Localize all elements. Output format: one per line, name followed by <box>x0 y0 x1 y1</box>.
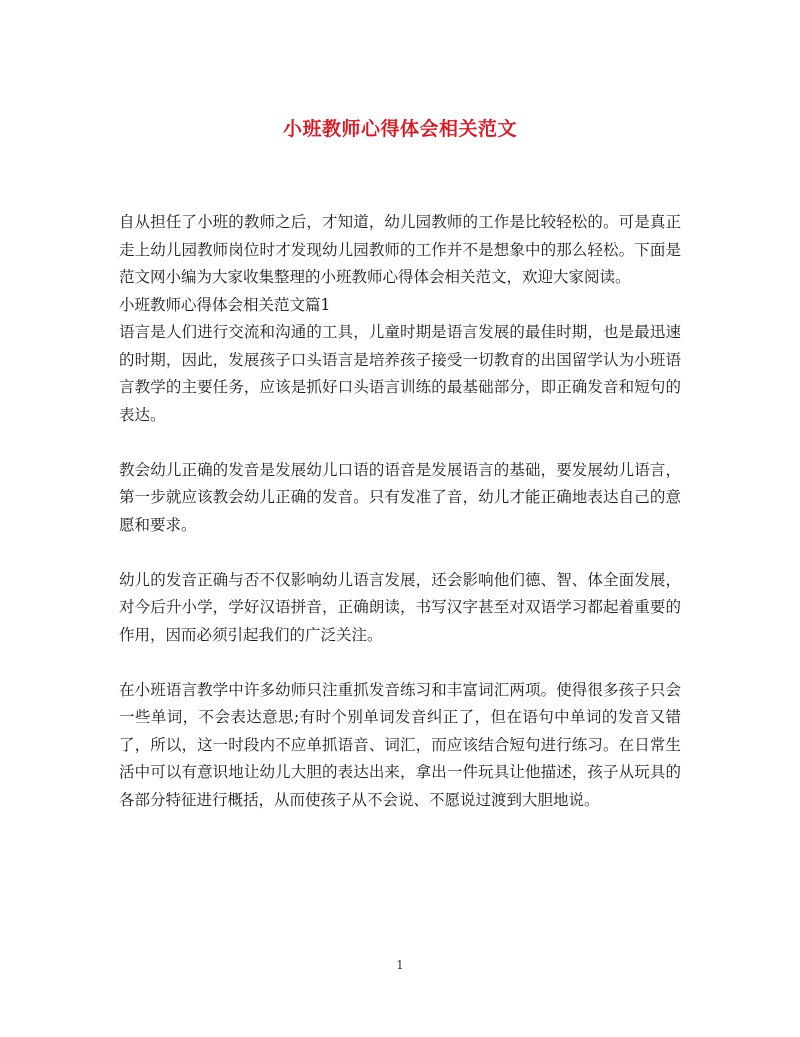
document-body <box>119 209 681 814</box>
body-paragraph-4: 在小班语言教学中许多幼师只注重抓发音练习和丰富词汇两项。使得很多孩子只会一些单词，不会表达意思;有时个别单词发音纠正了，但在语句中单词的发音又错了，所以，这一时段内不应单抓语音、词汇，而应该结合短句进行练习。在日常生活中可以有意识地让幼儿大胆的表达出来，拿出一件玩具让他描述，孩子从玩具的各部分特征进行概括，从而使孩子从不会说、不愿说过渡到大胆地说。 <box>119 680 681 809</box>
document-title: 小班教师心得体会相关范文 <box>282 118 517 140</box>
body-paragraph-1: 语言是人们进行交流和沟通的工具，儿童时期是语言发展的最佳时期，也是最迅速的时期，因此，发展孩子口头语言是培养孩子接受一切教育的出国留学认为小班语言教学的主要任务，应该是抓好口头语言训练的最基础部分，即正确发音和短句的表达。 <box>119 323 681 424</box>
body-paragraph-3: 幼儿的发音正确与否不仅影响幼儿语言发展，还会影响他们德、智、体全面发展，对今后升小学，学好汉语拼音，正确朗读，书写汉字甚至对双语学习都起着重要的作用，因而必须引起我们的广泛关注。 <box>119 570 681 644</box>
page-number: 1 <box>396 958 404 972</box>
section-heading: 小班教师心得体会相关范文篇1 <box>119 295 331 314</box>
body-paragraph-2: 教会幼儿正确的发音是发展幼儿口语的语音是发展语言的基础，要发展幼儿语言，第一步就应该教会幼儿正确的发音。只有发准了音，幼儿才能正确地表达自己的意愿和要求。 <box>119 460 681 534</box>
intro-paragraph: 自从担任了小班的教师之后，才知道，幼儿园教师的工作是比较轻松的。可是真正走上幼儿园教师岗位时才发现幼儿园教师的工作并不是想象中的那么轻松。下面是范文网小编为大家收集整理的小班教师心得体会相关范文，欢迎大家阅读。 <box>119 213 681 286</box>
